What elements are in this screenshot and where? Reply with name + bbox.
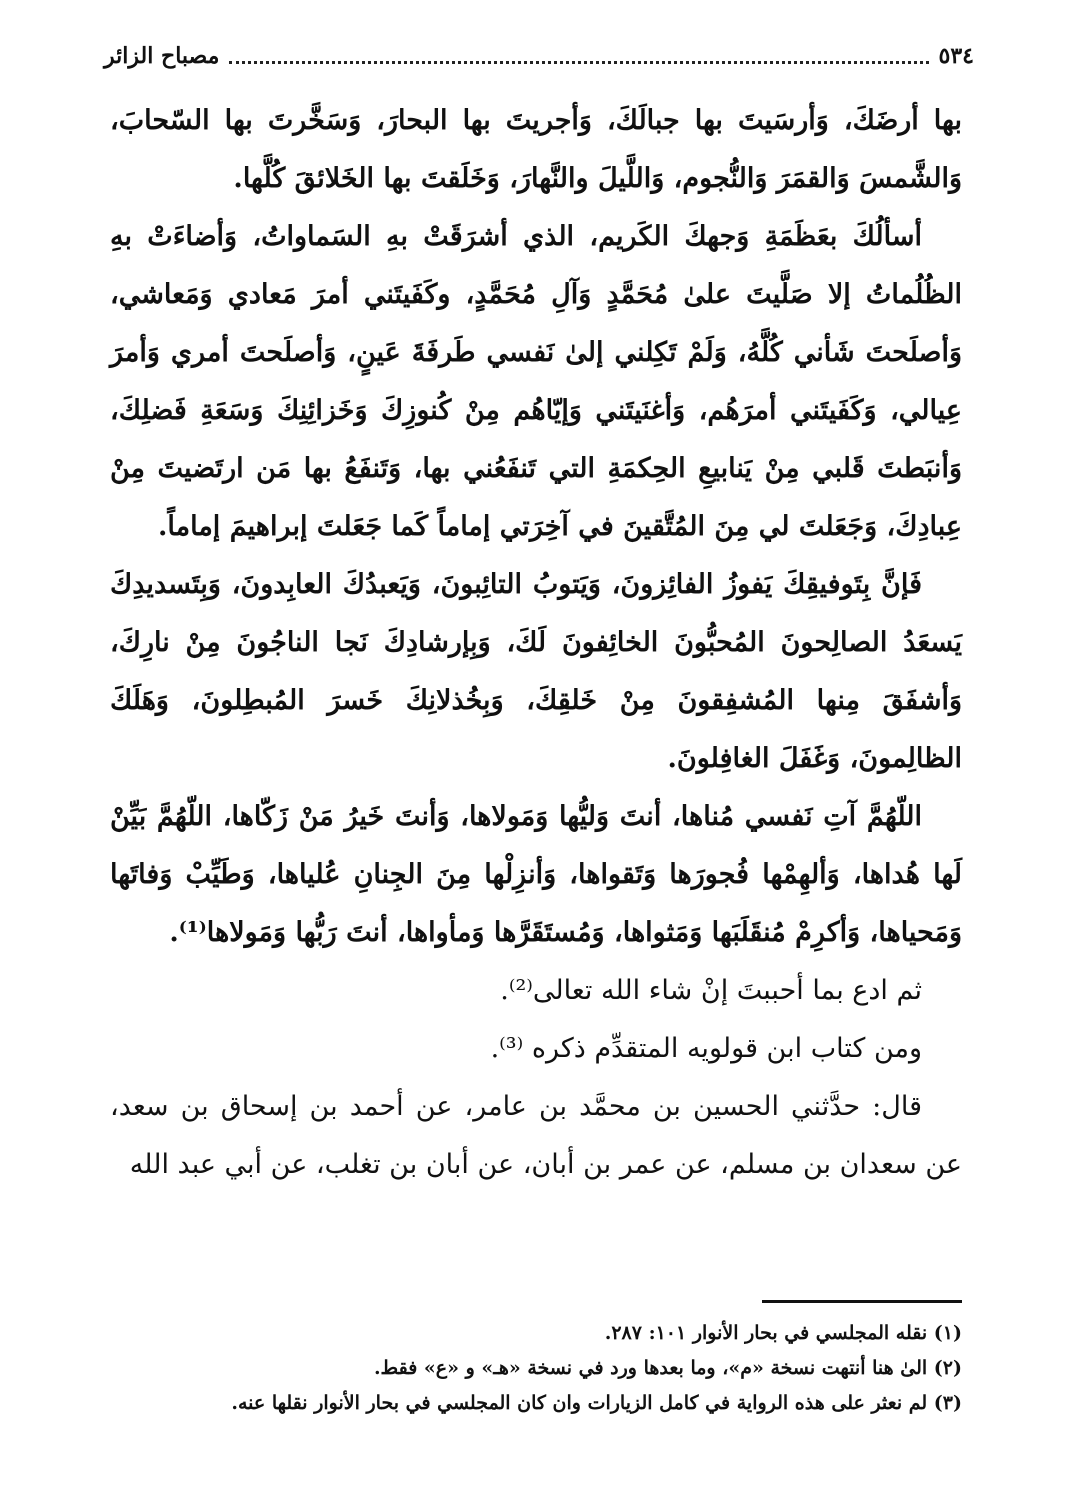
footnote: (١) نقله المجلسي في بحار الأنوار ١٠١: ٢٨٧. — [604, 1322, 962, 1344]
paragraph: أسألُكَ بعَظَمَةِ وَجهكَ الكَريم، الذي أشرَقَتْ بهِ السَماواتُ، وَأضاءَتْ بهِ الظُلُماتُ إلا صَلَّيتَ علىٰ مُحَمَّدٍ وَآلِ مُحَمَّدٍ، وكَفَيتَني أمرَ مَعادي وَمَعاشي، وَأصلَحتَ شَأني كُلَّهُ، وَلَمْ تَكِلني إلىٰ نَفسي طَرفَةَ عَينٍ، وَأصلَحتَ أمري وَأمرَ عِيالي، وَكَفَيتَني أمرَهُم، وَأغنَيتَني وَإيّاهُم مِنْ كُنوزِكَ وَخَزائِنِكَ وَسَعَةِ فَضلِكَ، وَأنبَطتَ قَلبي مِنْ يَنابيعِ الحِكمَةِ التي تَنفَعُني بها، وَتَنفَعُ بها مَن ارتَضيتَ مِنْ عِبادِكَ، وَجَعَلتَ لي مِنَ المُتَّقينَ في آخِرَتي إماماً كَما جَعَلتَ إبراهيمَ إماماً. — [110, 221, 962, 542]
book-title: مصباح الزائر — [104, 43, 220, 69]
paragraph: قال: حدَّثني الحسين بن محمَّد بن عامر، عن أحمد بن إسحاق بن سعد، عن سعدان بن مسلم، عن عمر بن أبان، عن أبان بن تغلب، عن أبي عبد الله — [110, 1091, 962, 1180]
paragraph: اللّهُمَّ آتِ نَفسي مُناها، أنتَ وَليُّها وَمَولاها، وَأنتَ خَيرُ مَنْ زَكّاها، اللّهُمَّ بَيِّنْ لَها هُداها، وَألهِمْها فُجورَها وَتَقواها، وَأنزِلْها مِنَ الجِنانِ عُلياها، وَطَيِّبْ وَفاتَها وَمَحياها، وَأكرِمْ مُنقَلَبَها وَمَثواها، وَمُستَقَرَّها وَمأواها، أنتَ رَبُّها وَمَولاها⁽¹⁾. — [110, 801, 962, 948]
footnote: (٣) لم نعثر على هذه الرواية في كامل الزيارات وان كان المجلسي في بحار الأنوار نقلها عنه. — [231, 1392, 962, 1414]
paragraph: بها أرضَكَ، وَأرسَيتَ بها جبالَكَ، وَأجريتَ بها البحارَ، وَسَخَّرتَ بها السّحابَ، وَالشَّمسَ وَالقمَرَ وَالنُّجوم، وَاللَّيلَ والنَّهارَ، وَخَلَقتَ بها الخَلائقَ كُلَّها. — [110, 105, 962, 194]
footnotes — [110, 1316, 962, 1421]
page-header — [104, 36, 974, 76]
main-text — [110, 92, 962, 1194]
paragraph: فَإنَّ بِتَوفيقِكَ يَفوزُ الفائِزونَ، وَيَتوبُ التائِبونَ، وَيَعبدُكَ العابِدونَ، وَبِتَسديدِكَ يَسعَدُ الصالِحونَ المُحبُّونَ الخائِفونَ لَكَ، وَبِإرشادِكَ نَجا الناجُونَ مِنْ نارِكَ، وَأشفَقَ مِنها المُشفِقونَ مِنْ خَلقِكَ، وَبِخُذلانِكَ خَسرَ المُبطِلونَ، وَهَلَكَ الظالِمونَ، وَغَفَلَ الغافِلونَ. — [110, 569, 962, 774]
footnote-separator — [762, 1300, 962, 1303]
paragraph: ومن كتاب ابن قولويه المتقدِّم ذكره ⁽³⁾. — [490, 1033, 922, 1064]
paragraph: ثم ادع بما أحببتَ إنْ شاء الله تعالى⁽²⁾. — [500, 975, 922, 1006]
page-number: ٥٣٤ — [938, 43, 974, 69]
header-leader-dots — [229, 61, 928, 64]
footnote: (٢) الىٰ هنا أنتهت نسخة «م»، وما بعدها ورد في نسخة «هـ» و «ع» فقط. — [373, 1357, 962, 1379]
